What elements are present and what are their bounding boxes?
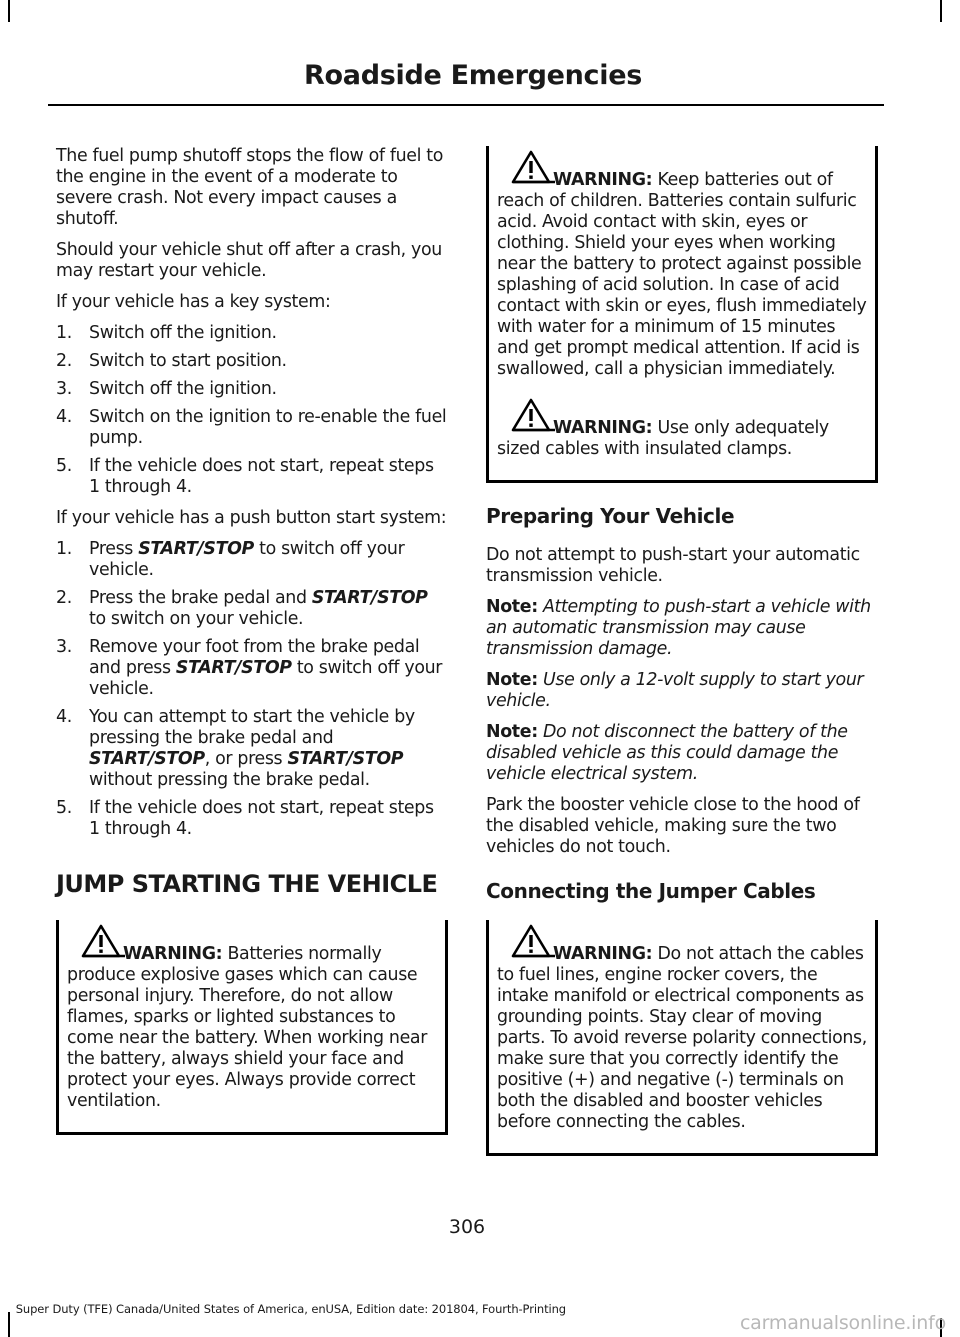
key-system-steps xyxy=(56,323,448,498)
warning-box xyxy=(56,920,448,1135)
intro-paragraph: Should your vehicle shut off after a crash, you may restart your vehicle. xyxy=(56,240,442,281)
warning-label: WARNING: xyxy=(553,170,653,190)
list-item: 3. Switch off the ignition. xyxy=(56,379,277,399)
warning-entry: WARNING: Do not attach the cables to fuel lines, engine rocker covers, the intake manifold or electrical components as grounding points. Stay clear of moving parts. To avoid reverse polarity connections, make sure that you correctly identify the positive (+) and negative (-) terminals on both the disabled and booster vehicles before connecting the cables. xyxy=(497,920,867,1133)
left-column xyxy=(56,146,448,1135)
note: Note: Use only a 12-volt supply to start your vehicle. xyxy=(486,670,864,711)
warning-label: WARNING: xyxy=(553,418,653,438)
list-item: 4. You can attempt to start the vehicle by pressing the brake pedal and START/STOP, or press START/STOP without pressing the brake pedal. xyxy=(56,707,415,790)
start-stop-keyword: START/STOP xyxy=(287,749,404,769)
page-number: 306 xyxy=(448,1216,486,1238)
list-item: 2. Press the brake pedal and START/STOP to switch on your vehicle. xyxy=(56,588,428,629)
section-heading: JUMP STARTING THE VEHICLE xyxy=(56,870,438,898)
crop-mark xyxy=(940,0,942,22)
right-column xyxy=(486,146,878,1156)
key-system-intro: If your vehicle has a key system: xyxy=(56,292,331,312)
push-button-intro: If your vehicle has a push button start system: xyxy=(56,508,447,528)
warning-box xyxy=(486,146,878,483)
list-item: 2. Switch to start position. xyxy=(56,351,287,371)
warning-entry: WARNING: Batteries normally produce explosive gases which can cause personal injury. Therefore, do not allow flames, sparks or lighted substances to come near the battery. When working near the battery, always shield your face and protect your eyes. Always provide correct ventilation. xyxy=(67,920,437,1112)
warning-entry: WARNING: Use only adequately sized cables with insulated clamps. xyxy=(497,394,867,460)
note: Note: Do not disconnect the battery of the disabled vehicle as this could damage the vehicle electrical system. xyxy=(486,722,848,784)
page-header-title: Roadside Emergencies xyxy=(304,60,642,91)
warning-triangle-icon xyxy=(509,150,557,184)
list-item: 1. Press START/STOP to switch off your vehicle. xyxy=(56,539,405,580)
warning-label: WARNING: xyxy=(123,944,223,964)
warning-entry: WARNING: Keep batteries out of reach of children. Batteries contain sulfuric acid. Avoid contact with skin, eyes or clothing. Shield your eyes when working near the battery to protect against possible splashing of acid solution. In case of acid contact with skin or eyes, flush immediately with water for a minimum of 15 minutes and get prompt medical attention. If acid is swallowed, call a physician immediately. xyxy=(497,146,867,380)
start-stop-keyword: START/STOP xyxy=(311,588,428,608)
start-stop-keyword: START/STOP xyxy=(138,539,254,559)
start-stop-keyword: START/STOP xyxy=(175,658,292,678)
list-item: 4. Switch on the ignition to re-enable the fuel pump. xyxy=(56,407,447,448)
crop-mark xyxy=(8,0,10,22)
list-item: 3. Remove your foot from the brake pedal and press START/STOP to switch off your vehicle. xyxy=(56,637,443,699)
edition-footer: Super Duty (TFE) Canada/United States of America, enUSA, Edition date: 201804, Fourth-Printing xyxy=(15,1302,566,1316)
warning-box xyxy=(486,920,878,1156)
list-item: 5. If the vehicle does not start, repeat steps 1 through 4. xyxy=(56,798,434,839)
warning-label: WARNING: xyxy=(553,944,653,964)
warning-triangle-icon xyxy=(509,924,557,958)
start-stop-keyword: START/STOP xyxy=(89,749,205,769)
note: Note: Attempting to push-start a vehicle with an automatic transmission may cause transmission damage. xyxy=(486,597,871,659)
park-paragraph: Park the booster vehicle close to the hood of the disabled vehicle, making sure the two vehicles do not touch. xyxy=(486,795,860,857)
watermark: carmanualsonline.info xyxy=(739,1312,946,1334)
header-divider xyxy=(48,104,884,106)
list-item: 5. If the vehicle does not start, repeat steps 1 through 4. xyxy=(56,456,434,497)
intro-paragraph: The fuel pump shutoff stops the flow of fuel to the engine in the event of a moderate to severe crash. Not every impact causes a shutoff. xyxy=(56,146,444,229)
list-item: 1. Switch off the ignition. xyxy=(56,323,277,343)
push-button-steps xyxy=(56,539,448,840)
sub-heading-preparing: Preparing Your Vehicle xyxy=(486,504,735,528)
warning-triangle-icon xyxy=(79,924,127,958)
sub-heading-connecting: Connecting the Jumper Cables xyxy=(486,879,816,903)
preparing-paragraph: Do not attempt to push-start your automatic transmission vehicle. xyxy=(486,545,860,586)
warning-triangle-icon xyxy=(509,398,557,432)
